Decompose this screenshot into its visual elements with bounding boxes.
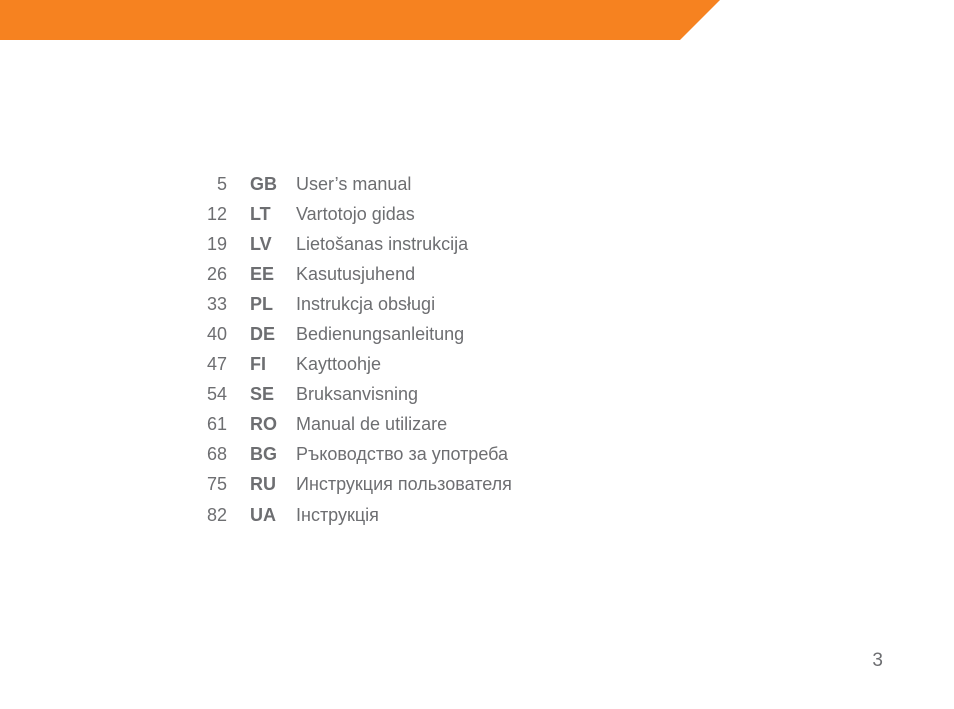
toc-title: Kayttoohje [296, 354, 382, 375]
toc-entry-gb[interactable] [190, 169, 512, 199]
toc-title: Bedienungsanleitung [296, 324, 465, 345]
table-of-contents [190, 169, 512, 530]
toc-entry-ee[interactable] [190, 259, 512, 289]
toc-page-number: 82 [206, 504, 227, 525]
toc-language-code: FI [250, 354, 266, 375]
toc-language-code: PL [250, 293, 274, 314]
toc-title: Instrukcja obsługi [296, 293, 436, 314]
toc-title: Інструкція [296, 504, 379, 525]
toc-language-code: UA [250, 504, 276, 525]
toc-entry-lt[interactable] [190, 199, 512, 229]
toc-page-number: 12 [206, 203, 227, 224]
toc-page-number: 75 [206, 474, 227, 495]
toc-language-code: GB [250, 173, 277, 194]
toc-entry-se[interactable] [190, 380, 512, 410]
toc-entry-fi[interactable] [190, 350, 512, 380]
toc-entry-pl[interactable] [190, 289, 512, 319]
toc-language-code: LT [250, 203, 271, 224]
toc-entry-ru[interactable] [190, 470, 512, 500]
toc-title: Vartotojo gidas [296, 203, 415, 224]
toc-page-number: 54 [206, 384, 227, 405]
toc-entry-bg[interactable] [190, 440, 512, 470]
toc-page-number: 47 [206, 354, 227, 375]
toc-language-code: SE [250, 384, 275, 405]
toc-title: Lietošanas instrukcija [296, 233, 469, 254]
toc-page-number: 40 [206, 324, 227, 345]
toc-entry-de[interactable] [190, 319, 512, 349]
toc-language-code: LV [250, 233, 272, 254]
orange-header-band [0, 0, 720, 40]
toc-language-code: BG [250, 444, 277, 465]
toc-title: Инструкция пользователя [296, 474, 512, 495]
toc-page-number: 68 [206, 444, 227, 465]
toc-language-code: RO [250, 414, 277, 435]
toc-page-number: 33 [206, 293, 227, 314]
toc-language-code: RU [250, 474, 276, 495]
toc-entry-lv[interactable] [190, 229, 512, 259]
toc-language-code: DE [250, 324, 276, 345]
toc-page-number: 19 [206, 233, 227, 254]
toc-title: Bruksanvisning [296, 384, 419, 405]
toc-language-code: EE [250, 263, 275, 284]
toc-entry-ua[interactable] [190, 500, 512, 530]
toc-title: Kasutusjuhend [296, 263, 416, 284]
page-number: 3 [872, 650, 883, 671]
toc-title: Ръководство за употреба [296, 444, 509, 465]
toc-title: Manual de utilizare [296, 414, 448, 435]
toc-page-number: 5 [216, 173, 227, 194]
toc-title: User’s manual [296, 173, 412, 194]
toc-entry-ro[interactable] [190, 410, 512, 440]
orange-header-shape [0, 0, 720, 40]
toc-page-number: 61 [206, 414, 227, 435]
toc-page-number: 26 [206, 263, 227, 284]
